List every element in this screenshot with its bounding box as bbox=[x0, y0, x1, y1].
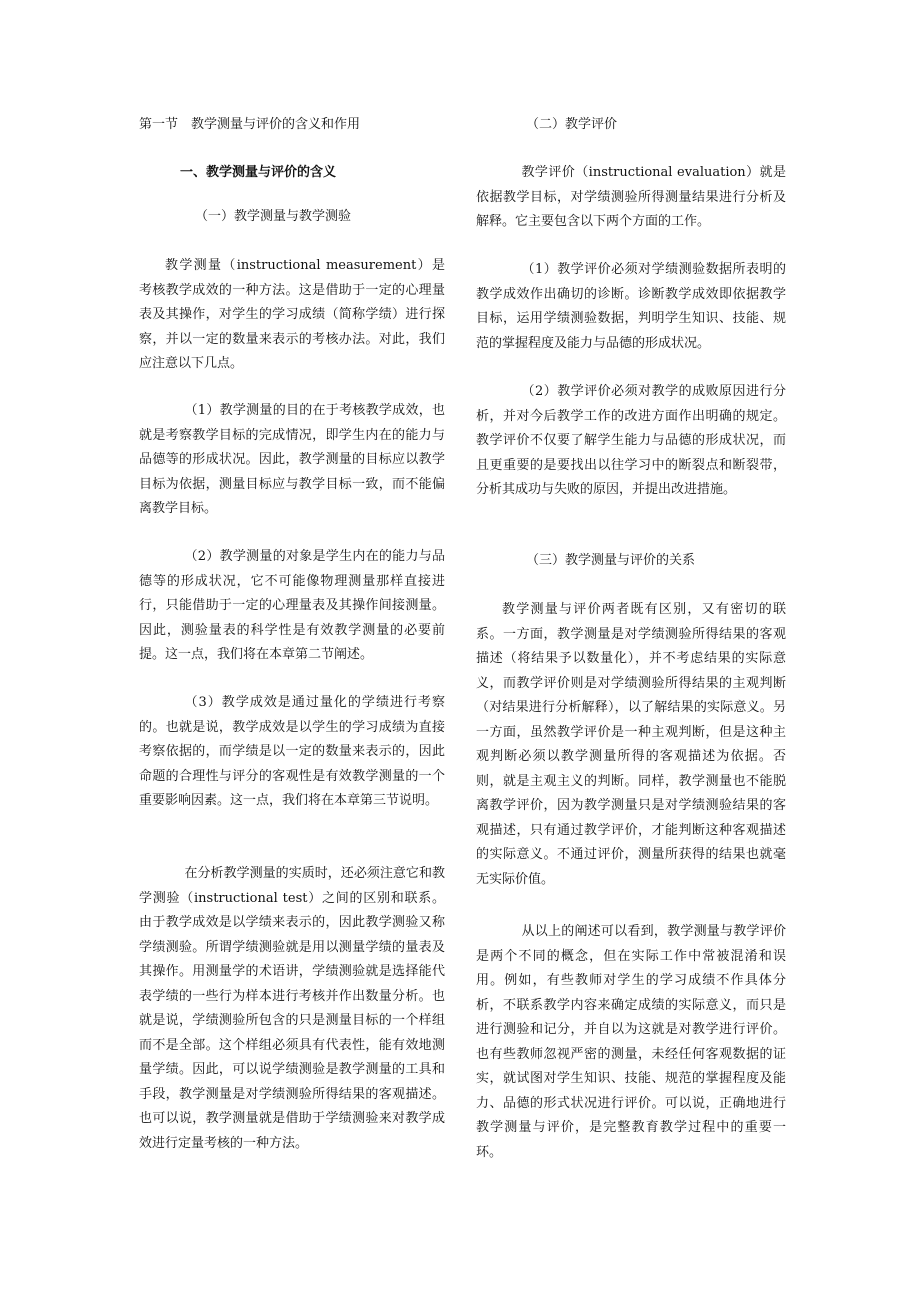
heading-meaning: 一、教学测量与评价的含义 bbox=[180, 165, 337, 180]
paragraph-point-2: （2）教学测量的对象是学生内在的能力与品德等的形成状况，它不可能像物理测量那样直接进行，只能借助于一定的心理量表及其操作间接测量。因此，测验量表的科学性是有效教学测量的必要前提。这一点，我们将在本章第二节阐述。 bbox=[139, 549, 445, 662]
left-para-3-block bbox=[139, 545, 445, 668]
subheading-1-block bbox=[195, 207, 445, 227]
paragraph-evaluation-point-1: （1）教学评价必须对学绩测验数据所表明的教学成效作出确切的诊断。诊断教学成效即依据教学目标，运用学绩测验数据，判明学生知识、技能、规范的掌握程度及能力与品德的形成状况。 bbox=[476, 262, 786, 351]
paragraph-measurement-vs-test: 在分析教学测量的实质时，还必须注意它和教学测验（instructional test）之间的区别和联系。由于教学成效是以学绩来表示的，因此教学测验又称学绩测验。所谓学绩测验就是用以测量学绩的量表及其操作。用测量学的术语讲，学绩测验就是选择能代表学绩的一些行为样本进行考核并作出数量分析。也就是说，学绩测验所包含的只是测量目标的一个样组而不是全部。这个样组必须具有代表性，能有效地测量学绩。因此，可以说学绩测验是教学测量的工具和手段，教学测量是对学绩测验所得结果的客观描述。也可以说，教学测量就是借助于学绩测验来对教学成效进行定量考核的一种方法。 bbox=[139, 866, 445, 1151]
subheading-measurement-and-test: （一）教学测量与教学测验 bbox=[195, 209, 352, 224]
right-para-1-block bbox=[476, 161, 786, 235]
paragraph-evaluation-point-2: （2）教学评价必须对教学的成败原因进行分析，并对今后教学工作的改进方面作出明确的规定。教学评价不仅要了解学生能力与品德的形成状况，而且更重要的是要找出以往学习中的断裂点和断裂带，分析其成功与失败的原因，并提出改进措施。 bbox=[476, 384, 786, 497]
paragraph-measurement-definition: 教学测量（instructional measurement）是考核教学成效的一种方法。这是借助于一定的心理量表及其操作，对学生的学习成绩（简称学绩）进行探察，并以一定的数量来表示的考核办法。对此，我们应注意以下几点。 bbox=[139, 258, 445, 371]
paragraph-relationship: 教学测量与评价两者既有区别，又有密切的联系。一方面，教学测量是对学绩测验所得结果的客观描述（将结果予以数量化），并不考虑结果的实际意义，而教学评价则是对学绩测验所得结果的主观判断（对结果进行分析解释），以了解结果的实际意义。另一方面，虽然教学评价是一种主观判断，但是这种主观判断必须以教学测量所得的客观描述为依据。否则，就是主观主义的判断。同样，教学测量也不能脱离教学评价，因为教学测量只是对学绩测验结果的客观描述，只有通过教学评价，才能判断这种客观描述的实际意义。不通过评价，测量所获得的结果也就毫无实际价值。 bbox=[476, 602, 786, 887]
paragraph-point-3: （3）教学成效是通过量化的学绩进行考察的。也就是说，教学成效是以学生的学习成绩为直接考察依据的，而学绩是以一定的数量来表示的，因此命题的合理性与评分的客观性是有效教学测量的一个重要影响因素。这一点，我们将在本章第三节说明。 bbox=[139, 695, 445, 808]
subheading-3-block bbox=[526, 551, 786, 571]
paragraph-conclusion: 从以上的阐述可以看到，教学测量与教学评价是两个不同的概念，但在实际工作中常被混淆和误用。例如，有些教师对学生的学习成绩不作具体分析，不联系教学内容来确定成绩的实际意义，而只是进行测验和记分，并自以为这就是对教学进行评价。也有些教师忽视严密的测量，未经任何客观数据的证实，就试图对学生知识、技能、规范的掌握程度及能力、品德的形式状况进行评价。可以说，正确地进行教学测量与评价，是完整教育教学过程中的重要一环。 bbox=[476, 924, 786, 1160]
subheading-2-block bbox=[526, 115, 786, 135]
right-para-5-block bbox=[476, 920, 786, 1165]
left-para-1-block bbox=[139, 254, 445, 377]
paragraph-point-1: （1）教学测量的目的在于考核教学成效，也就是考察教学目标的完成情况，即学生内在的能力与品德等的形成状况。因此，教学测量的目标应以教学目标为依据，测量目标应与教学目标一致，而不能偏离教学目标。 bbox=[139, 403, 445, 516]
left-para-5-block bbox=[139, 862, 445, 1156]
subheading-relationship: （三）教学测量与评价的关系 bbox=[526, 553, 696, 568]
subheading-evaluation: （二）教学评价 bbox=[526, 117, 618, 132]
section-title-block bbox=[139, 115, 445, 135]
right-para-3-block bbox=[476, 380, 786, 503]
section-title: 第一节 教学测量与评价的含义和作用 bbox=[139, 117, 361, 132]
right-para-4-block bbox=[476, 598, 786, 892]
left-para-2-block bbox=[139, 399, 445, 522]
right-para-2-block bbox=[476, 258, 786, 356]
paragraph-evaluation-definition: 教学评价（instructional evaluation）就是依据教学目标，对学绩测验所得测量结果进行分析及解释。它主要包含以下两个方面的工作。 bbox=[476, 165, 786, 229]
heading-1-block bbox=[180, 163, 445, 183]
left-para-4-block bbox=[139, 691, 445, 814]
